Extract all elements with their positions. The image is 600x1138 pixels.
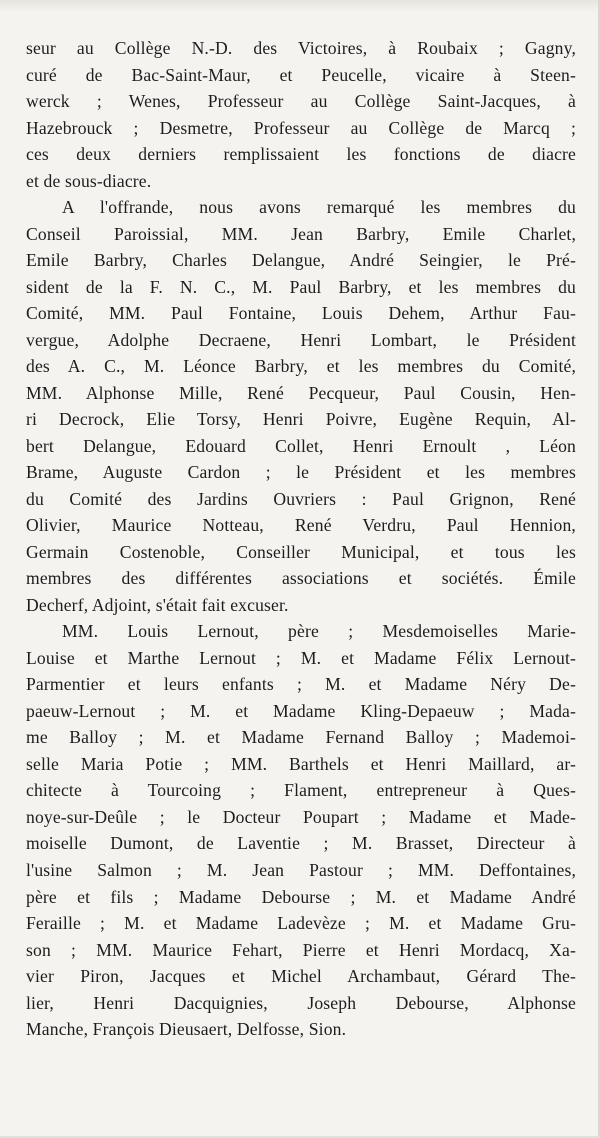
text-line: chitecte à Tourcoing ; Flament, entrepreneur à Ques- [26,780,576,801]
text-line: Decherf, Adjoint, s'était fait excuser. [26,594,289,615]
text-line: MM. Louis Lernout, père ; Mesdemoiselles Marie- [62,621,576,642]
text-line: curé de Bac-Saint-Maur, et Peucelle, vicaire à Steen- [26,64,576,85]
text-line: ri Decrock, Elie Torsy, Henri Poivre, Eugène Requin, Al- [26,409,576,430]
text-line: Manche, François Dieusaert, Delfosse, Sion. [26,1019,347,1040]
text-line: du Comité des Jardins Ouvriers : Paul Grignon, René [26,488,576,509]
text-line: Louise et Marthe Lernout ; M. et Madame Félix Lernout- [26,647,576,668]
clipping-top-edge [0,0,600,12]
text-line: ces deux derniers remplissaient les fonctions de diacre [26,144,576,165]
text-line: Emile Barbry, Charles Delangue, André Seingier, le Pré- [26,250,576,271]
text-line: lier, Henri Dacquignies, Joseph Debourse, Alphonse [26,992,576,1013]
text-line: seur au Collège N.-D. des Victoires, à Roubaix ; Gagny, [26,38,576,58]
text-line: Comité, MM. Paul Fontaine, Louis Dehem, Arthur Fau- [26,303,576,324]
text-line: Conseil Paroissial, MM. Jean Barbry, Emile Charlet, [26,223,576,244]
text-line: Hazebrouck ; Desmetre, Professeur au Collège de Marcq ; [26,117,576,138]
text-line: père et fils ; Madame Debourse ; M. et Madame André [26,886,576,907]
text-line: vergue, Adolphe Decraene, Henri Lombart, le Président [26,329,576,350]
text-line: Feraille ; M. et Madame Ladevèze ; M. et Madame Gru- [26,913,576,934]
text-line: son ; MM. Maurice Fehart, Pierre et Henri Mordacq, Xa- [26,939,576,960]
article-text [26,35,576,1043]
text-line: bert Delangue, Edouard Collet, Henri Ernoult , Léon [26,435,576,456]
text-line: paeuw-Lernout ; M. et Madame Kling-Depaeuw ; Mada- [26,700,576,721]
text-line: vier Piron, Jacques et Michel Archambaut, Gérard The- [26,966,576,987]
text-line: Parmentier et leurs enfants ; M. et Madame Néry De- [26,674,576,695]
text-line: Germain Costenoble, Conseiller Municipal, et tous les [26,541,576,562]
text-line: moiselle Dumont, de Laventie ; M. Brasset, Directeur à [26,833,576,854]
text-line: et de sous-diacre. [26,170,152,191]
text-line: sident de la F. N. C., M. Paul Barbry, et les membres du [26,276,576,297]
text-line: me Balloy ; M. et Madame Fernand Balloy ; Mademoi- [26,727,576,748]
text-line: l'usine Salmon ; M. Jean Pastour ; MM. Deffontaines, [26,859,576,880]
text-line: noye-sur-Deûle ; le Docteur Poupart ; Madame et Made- [26,806,576,827]
text-line: selle Maria Potie ; MM. Barthels et Henri Maillard, ar- [26,753,576,774]
text-line: Brame, Auguste Cardon ; le Président et les membres [26,462,576,483]
text-line: des A. C., M. Léonce Barbry, et les membres du Comité, [26,356,576,377]
text-line: membres des différentes associations et sociétés. Émile [26,568,576,589]
text-line: werck ; Wenes, Professeur au Collège Saint-Jacques, à [26,91,576,112]
text-line: Olivier, Maurice Notteau, René Verdru, Paul Hennion, [26,515,576,536]
text-line: A l'offrande, nous avons remarqué les membres du [62,197,576,218]
text-line: MM. Alphonse Mille, René Pecqueur, Paul Cousin, Hen- [26,382,576,403]
